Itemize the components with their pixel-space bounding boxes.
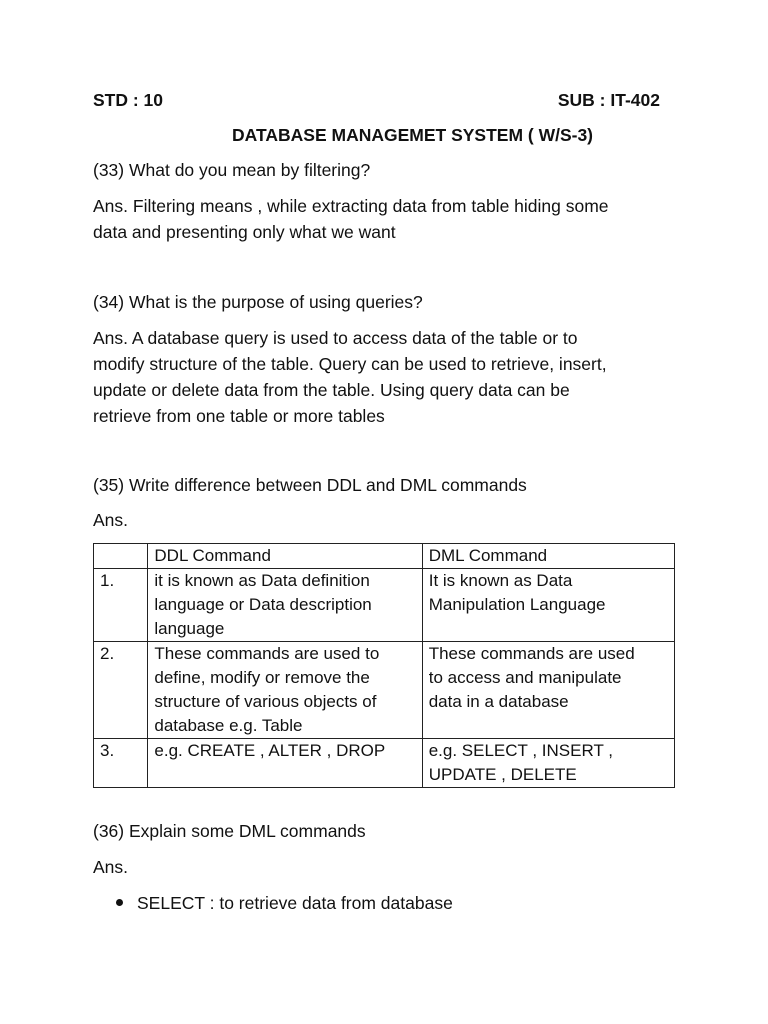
- question-34: (34) What is the purpose of using queries?: [93, 292, 423, 312]
- bullet-icon: [116, 899, 123, 906]
- ddl-cell: [148, 642, 422, 739]
- answer-35-label: Ans.: [93, 510, 129, 530]
- answer-33-line: Ans. Filtering means , while extracting data from table hiding some: [93, 196, 609, 216]
- table-row: [94, 569, 675, 642]
- table-header-cell: [94, 544, 148, 569]
- row-number-cell: 2.: [94, 642, 148, 739]
- cell-line: to access and manipulate: [428, 668, 622, 687]
- cell-line: It is known as Data: [428, 571, 573, 590]
- row-number-cell: 3.: [94, 739, 148, 788]
- cell-line: define, modify or remove the: [154, 668, 370, 687]
- cell-line: language or Data description: [154, 595, 372, 614]
- bullet-text: SELECT : to retrieve data from database: [137, 893, 453, 913]
- cell-line: Manipulation Language: [428, 595, 606, 614]
- answer-34-line: modify structure of the table. Query can be used to retrieve, insert,: [93, 354, 607, 374]
- answer-33-line: data and presenting only what we want: [93, 222, 396, 242]
- bullet-list-item: [116, 891, 453, 916]
- cell-line: data in a database: [428, 692, 569, 711]
- question-35: (35) Write difference between DDL and DML commands: [93, 475, 527, 495]
- table-header-cell: DML Command: [422, 544, 674, 569]
- answer-33: [93, 193, 683, 245]
- row-number-cell: 1.: [94, 569, 148, 642]
- ddl-dml-comparison-table: [93, 543, 675, 788]
- table-header-row: [94, 544, 675, 569]
- dml-cell: [422, 569, 674, 642]
- ddl-cell: [148, 739, 422, 788]
- table-row: [94, 642, 675, 739]
- cell-line: language: [154, 619, 225, 638]
- subject-label: SUB : IT-402: [557, 90, 660, 110]
- cell-line: it is known as Data definition: [154, 571, 370, 590]
- cell-line: e.g. CREATE , ALTER , DROP: [154, 741, 386, 760]
- document-title: DATABASE MANAGEMET SYSTEM ( W/S-3): [232, 125, 594, 145]
- cell-line: UPDATE , DELETE: [428, 765, 577, 784]
- dml-cell: [422, 739, 674, 788]
- cell-line: These commands are used: [428, 644, 635, 663]
- cell-line: These commands are used to: [154, 644, 380, 663]
- std-label: STD : 10: [93, 90, 164, 110]
- answer-34-line: retrieve from one table or more tables: [93, 406, 385, 426]
- cell-line: structure of various objects of: [154, 692, 377, 711]
- question-36: (36) Explain some DML commands: [93, 821, 366, 841]
- table-row: [94, 739, 675, 788]
- table-header-cell: DDL Command: [148, 544, 422, 569]
- question-33: (33) What do you mean by filtering?: [93, 160, 371, 180]
- answer-34-line: update or delete data from the table. Using query data can be: [93, 380, 570, 400]
- ddl-cell: [148, 569, 422, 642]
- answer-36-label: Ans.: [93, 857, 129, 877]
- dml-cell: [422, 642, 674, 739]
- answer-34: [93, 325, 683, 429]
- cell-line: e.g. SELECT , INSERT ,: [428, 741, 613, 760]
- answer-34-line: Ans. A database query is used to access data of the table or to: [93, 328, 578, 348]
- cell-line: database e.g. Table: [154, 716, 303, 735]
